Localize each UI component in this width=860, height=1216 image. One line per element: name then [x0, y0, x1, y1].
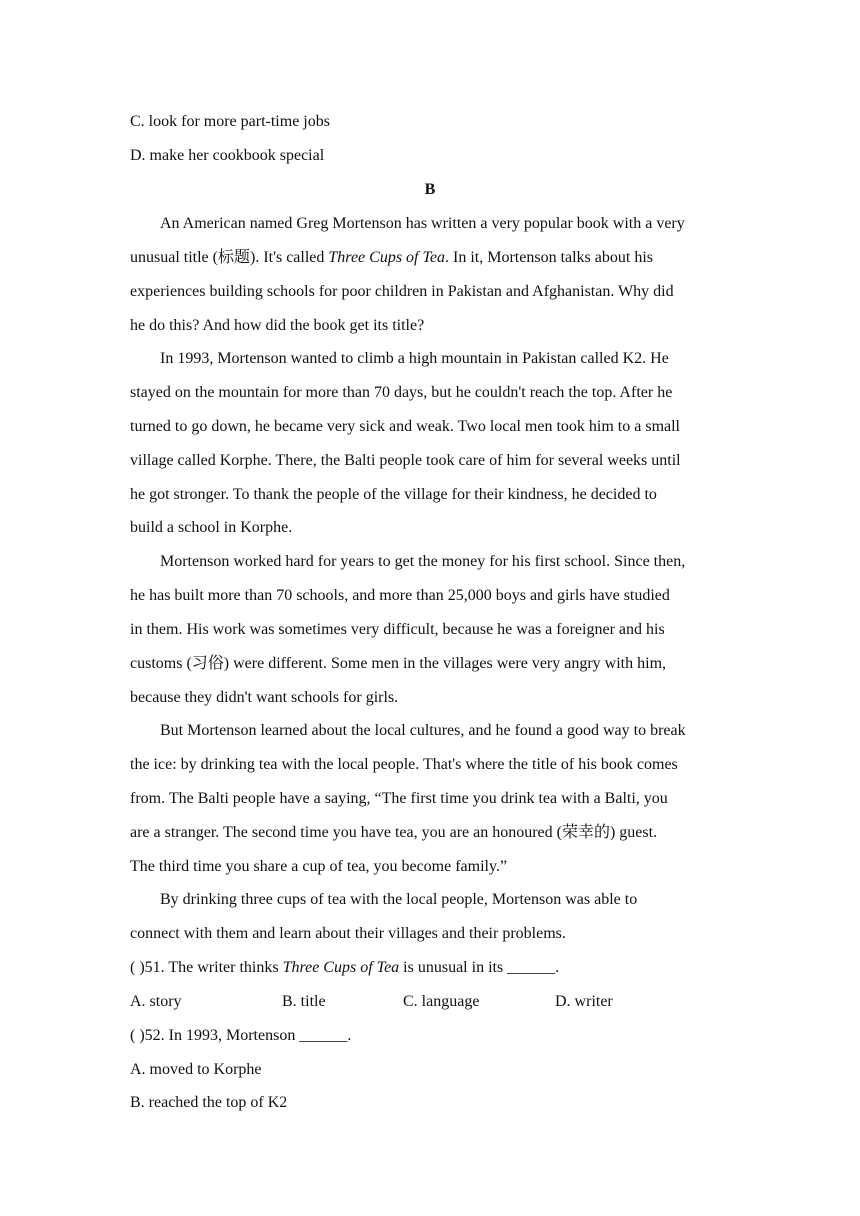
book-title: Three Cups of Tea — [328, 249, 446, 266]
q51-option-d: D. writer — [555, 993, 613, 1010]
passage-line: stayed on the mountain for more than 70 days, but he couldn't reach the top. After he — [130, 384, 673, 401]
document-page — [130, 0, 730, 1216]
passage-line: he got stronger. To thank the people of the village for their kindness, he decided to — [130, 486, 657, 503]
passage-line: unusual title (标题). It's called Three Cups of Tea. In it, Mortenson talks about his — [130, 249, 653, 266]
passage-line: customs (习俗) were different. Some men in the villages were very angry with him, — [130, 655, 667, 672]
passage-line: experiences building schools for poor children in Pakistan and Afghanistan. Why did — [130, 283, 674, 300]
passage-line: he has built more than 70 schools, and more than 25,000 boys and girls have studied — [130, 587, 670, 604]
q51-option-a: A. story — [130, 993, 182, 1010]
passage-line: An American named Greg Mortenson has written a very popular book with a very — [160, 215, 685, 232]
q51-option-c: C. language — [403, 993, 480, 1010]
passage-line: build a school in Korphe. — [130, 519, 293, 536]
passage-line: In 1993, Mortenson wanted to climb a high mountain in Pakistan called K2. He — [160, 350, 669, 367]
question-51-stem: ( )51. The writer thinks Three Cups of Tea is unusual in its ______. — [130, 959, 560, 976]
passage-line: But Mortenson learned about the local cultures, and he found a good way to break — [160, 722, 686, 739]
q51-option-b: B. title — [282, 993, 326, 1010]
passage-line: from. The Balti people have a saying, “The first time you drink tea with a Balti, you — [130, 790, 668, 807]
passage-line: Mortenson worked hard for years to get the money for his first school. Since then, — [160, 553, 686, 570]
question-52-stem: ( )52. In 1993, Mortenson ______. — [130, 1027, 352, 1044]
passage-line: connect with them and learn about their villages and their problems. — [130, 925, 566, 942]
passage-line: turned to go down, he became very sick and weak. Two local men took him to a small — [130, 418, 680, 435]
q52-option-a: A. moved to Korphe — [130, 1061, 262, 1078]
passage-line: in them. His work was sometimes very difficult, because he was a foreigner and his — [130, 621, 665, 638]
passage-line: The third time you share a cup of tea, you become family.” — [130, 858, 508, 875]
passage-line: he do this? And how did the book get its title? — [130, 317, 425, 334]
section-heading: B — [424, 181, 436, 198]
option-c: C. look for more part-time jobs — [130, 113, 330, 130]
passage-line: the ice: by drinking tea with the local people. That's where the title of his book comes — [130, 756, 678, 773]
passage-line: are a stranger. The second time you have tea, you are an honoured (荣幸的) guest. — [130, 824, 658, 841]
passage-line: because they didn't want schools for girls. — [130, 689, 399, 706]
passage-line: village called Korphe. There, the Balti people took care of him for several weeks until — [130, 452, 681, 469]
q52-option-b: B. reached the top of K2 — [130, 1094, 288, 1111]
passage-line: By drinking three cups of tea with the local people, Mortenson was able to — [160, 891, 638, 908]
option-d: D. make her cookbook special — [130, 147, 325, 164]
